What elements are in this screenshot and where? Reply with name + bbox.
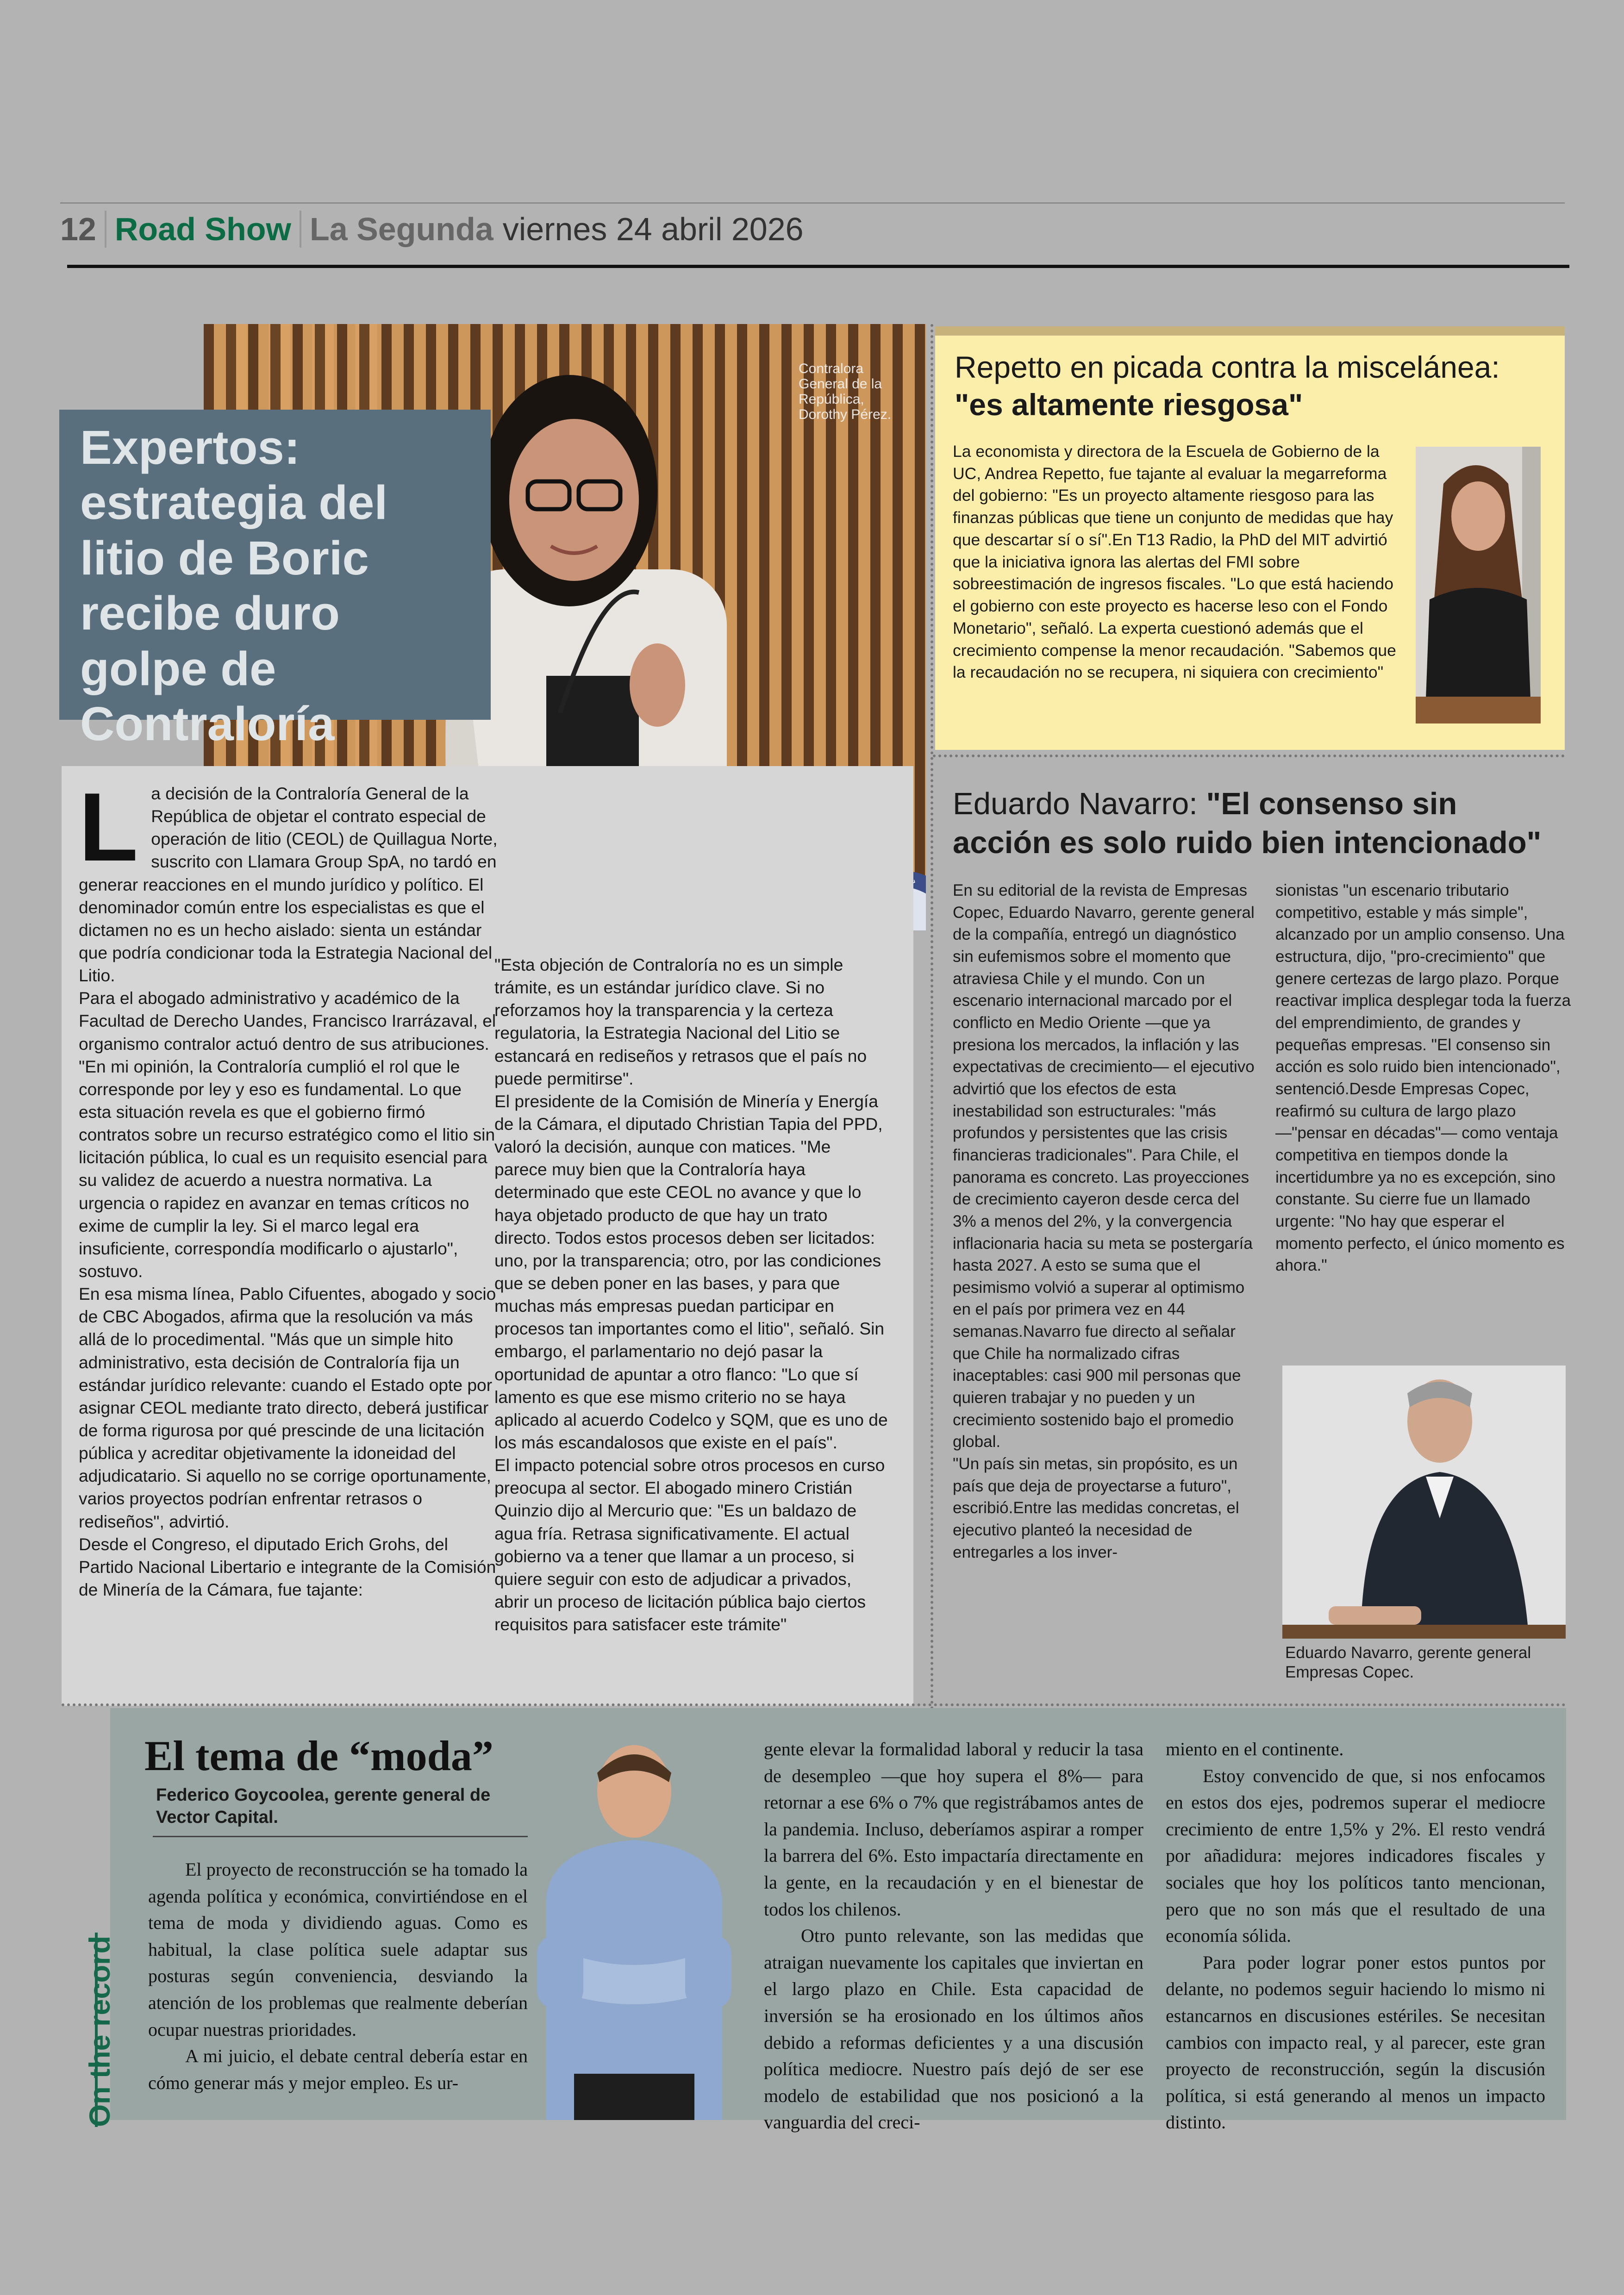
navarro-column-1 xyxy=(953,879,1258,1563)
header-top-rule xyxy=(60,202,1565,204)
comptroller-photo-caption: Contralora General de la República, Dorothy Pérez. xyxy=(799,361,892,422)
header-bottom-rule xyxy=(67,265,1569,268)
opinion-author: Federico Goycoolea, gerente general de Vector Capital. xyxy=(156,1785,491,1827)
navarro-title xyxy=(953,785,1564,862)
horizontal-divider xyxy=(933,755,1565,757)
opinion-author-rule xyxy=(153,1836,528,1837)
paragraph: El proyecto de reconstrucción se ha tomado la agenda política y económica, convirtiéndose en el tema de moda y dividiendo aguas. Como es habitual, la clase política suele adaptar sus posturas según conveniencia, desviando la atención de los problemas que realmente deberían ocupar nuestras prioridades. xyxy=(148,1859,528,2040)
paragraph: "Un país sin metas, sin propósito, es un país que deja de proyectarse a futuro", escribió.Entre las medidas concretas, el ejecutivo planteó la necesidad de entregarles a los inver- xyxy=(953,1455,1239,1561)
navarro-figure xyxy=(1282,1366,1566,1639)
issue-date: viernes 24 abril 2026 xyxy=(502,211,804,247)
opinion-title: El tema de “moda” xyxy=(144,1732,493,1779)
repetto-title-quote: "es altamente riesgosa" xyxy=(955,387,1303,422)
newspaper-name: La Segunda xyxy=(309,211,493,247)
on-the-record-label: On the record xyxy=(84,1935,116,2127)
goycoolea-figure xyxy=(518,1731,750,2120)
paragraph: sionistas "un escenario tributario competitivo, estable y más simple", alcanzado por un amplio consenso. Una estructura, dijo, "pro-crecimiento" que genere certezas de largo plazo. Porque reactivar implica desplegar toda la fuerza del emprendimiento, de grandes y pequeñas empresas. "El consenso sin acción es solo ruido bien intencionado", sentenció.Desde Empresas Copec, reafirmó su cultura de largo plazo —"pensar en décadas"— como ventaja competitiva en tiempos donde la incertidumbre ya no es excepción, sino constante. Su cierre fue un llamado urgente: "No hay que esperar el momento perfecto, el único momento es ahora." xyxy=(1275,881,1571,1275)
header-separator xyxy=(105,211,106,248)
paragraph: Estoy convencido de que, si nos enfocamos en estos dos ejes, podremos superar el mediocre crecimiento de entre 1,5% y 2%. El resto vendrá por añadidura: mejores indicadores fiscales y sociales que hoy los políticos tanto mencionan, pero que no son más que el resultado de una economía sólida. xyxy=(1166,1765,1545,1946)
paragraph: En su editorial de la revista de Empresas Copec, Eduardo Navarro, gerente general de la compañía, entregó un diagnóstico sin eufemismos sobre el momento que atraviesa Chile y el mundo. Con un escenario internacional marcado por el conflicto en Medio Oriente —que ya presiona los mercados, la inflación y las expectativas de crecimiento— el ejecutivo advirtió que los efectos de esta inestabilidad son estructurales: "más profundos y persistentes que las crisis financieras tradicionales". Para Chile, el panorama es concreto. Las proyecciones de crecimiento cayeron desde cerca del 3% a menos del 2%, y la convergencia inflacionaria hacia su meta se postergaría hasta 2027. A esto se suma que el pesimismo volvió a superar al optimismo en el país por primera vez en 44 semanas.Navarro fue directo al señalar que Chile ha normalizado cifras inaceptables: casi 900 mil personas que quieren trabajar y no pueden y un crecimiento sostenido bajo el promedio global. xyxy=(953,881,1255,1451)
repetto-title xyxy=(955,349,1556,423)
paragraph: "Esta objeción de Contraloría no es un simple trámite, es un estándar jurídico clave. Si no reforzamos hoy la transparencia y la certeza regulatoria, la Estrategia Nacional del Litio se estancará en rediseños y retrasos que el país no puede permitirse". xyxy=(494,955,867,1088)
page-number: 12 xyxy=(60,211,96,247)
navarro-title-quote: "El consenso sin acción es solo ruido bien intencionado" xyxy=(953,786,1542,860)
paragraph: Para el abogado administrativo y académico de la Facultad de Derecho Uandes, Francisco Irarrázaval, el organismo contralor actuó dentro de sus atribuciones. "En mi opinión, la Contraloría cumplió el rol que le corresponde por ley y eso es fundamental. Lo que esta situación revela es que el gobierno firmó contratos sobre un recurso estratégico como el litio sin licitación pública, lo cual es un requisito esencial para su validez de acuerdo a nuestra normativa. La urgencia o rapidez en avanzar en temas críticos no exime de cumplir la ley. Si el marco legal era insuficiente, correspondía modificarlo o ajustarlo", sostuvo. xyxy=(79,988,496,1281)
paragraph: A mi juicio, el debate central debería estar en cómo generar más y mejor empleo. Es ur- xyxy=(148,2046,528,2093)
horizontal-divider xyxy=(62,1703,1566,1706)
repetto-text: La economista y directora de la Escuela de Gobierno de la UC, Andrea Repetto, fue tajante al evaluar la megarreforma del gobierno: "Es un proyecto altamente riesgoso para las finanzas públicas que tiene un conjunto de medidas que hay que descartar sí o sí".En T13 Radio, la PhD del MIT advirtió que la iniciativa ignora las alertas del FMI sobre sobreestimación de ingresos fiscales. "Lo que está haciendo el gobierno con este proyecto es hacerse leso con el Fondo Monetario", señaló. La experta cuestionó además que el crecimiento compense la menor recaudación. "Sabemos que la recaudación no se recupera, ni siquiera con crecimiento" xyxy=(953,442,1396,682)
paragraph: Desde el Congreso, el diputado Erich Grohs, del Partido Nacional Libertario e integrante de la Comisión de Minería de la Cámara, fue tajante: xyxy=(79,1534,496,1599)
paragraph: a decisión de la Contraloría General de la República de objetar el contrato especial de operación de litio (CEOL) de Quillagua Norte, suscrito con Llamara Group SpA, no tardó en generar reacciones en el mundo jurídico y político. El denominador común entre los especialistas es que el dictamen no es un hecho aislado: sienta un estándar que podría condicionar toda la Estrategia Nacional del Litio. xyxy=(79,784,498,985)
page-header xyxy=(60,208,804,250)
header-separator xyxy=(300,211,301,248)
navarro-title-plain: Eduardo Navarro: xyxy=(953,786,1198,821)
paragraph: En esa misma línea, Pablo Cifuentes, abogado y socio de CBC Abogados, afirma que la resolución va más allá de lo procedimental. "Más que un simple hito administrativo, esta decisión de Contraloría fija un estándar jurídico relevante: cuando el Estado opte por asignar CEOL mediante trato directo, deberá justificar de forma rigurosa por qué prescinde de una licitación pública y acreditar objetivamente la idoneidad del adjudicatario. Si aquello no se corrige oportunamente, varios proyectos podrían enfrentar retrasos o rediseños", advirtió. xyxy=(79,1284,496,1531)
vertical-divider xyxy=(931,324,933,1710)
opinion-column-1 xyxy=(148,1856,528,2096)
navarro-column-2 xyxy=(1275,879,1572,1277)
drop-cap: L xyxy=(79,773,138,881)
paragraph: Otro punto relevante, son las medidas que atraigan nuevamente los capitales que inviertan en el largo plazo en Chile. Esta capacidad de inversión se ha erosionado en los últimos años debido a reformas deficientes y a una discusión política mediocre. Nuestro país dejó de ser ese modelo de estabilidad que nos posicionó a la vanguardia del creci- xyxy=(764,1925,1143,2133)
main-article-column-2 xyxy=(494,954,888,1636)
goycoolea-photo xyxy=(518,1731,750,2120)
repetto-figure xyxy=(1416,447,1541,723)
opinion-column-3 xyxy=(1166,1736,1545,2136)
paragraph: El presidente de la Comisión de Minería y Energía de la Cámara, el diputado Christian Tapia del PPD, valoró la decisión, aunque con matices. "Me parece muy bien que la Contraloría haya determinado que este CEOL no avance y que lo haya objetado producto de que hay un trato directo. Todos estos procesos deben ser licitados: uno, por la transparencia; otro, por las condiciones que se deben poner en las bases, y para que muchas más empresas puedan participar en procesos tan importantes como el litio", señaló. Sin embargo, el parlamentario no dejó pasar la oportunidad de apuntar a otro flanco: "Lo que sí lamento es que ese mismo criterio no se haya aplicado al acuerdo Codelco y SQM, que es uno de los más escandalosos que existe en el país". xyxy=(494,1091,888,1452)
main-headline-box xyxy=(59,410,491,751)
main-headline: Expertos: estrategia del litio de Boric recibe duro golpe de Contraloría xyxy=(80,421,388,751)
repetto-title-plain: Repetto en picada contra la miscelánea: xyxy=(955,350,1500,384)
opinion-column-2 xyxy=(764,1736,1143,2136)
main-article-column-1 xyxy=(79,773,498,1601)
paragraph: Para poder lograr poner estos puntos por delante, no podemos seguir haciendo lo mismo ni estancarnos en discusiones estériles. Se necesitan cambios con impacto real, y al parecer, este gran proyecto de reconstrucción, según la discusión política, si está generando al menos un impacto distinto. xyxy=(1166,1952,1545,2133)
paragraph: gente elevar la formalidad laboral y reducir la tasa de desempleo —que hoy supera el 8%— para retornar a ese 6% o 7% que registrábamos antes de la pandemia. Incluso, deberíamos aspirar a romper la barrera del 6%. Esto impactaría directamente en la gente, en la recaudación y en el bienestar de todos los chilenos. xyxy=(764,1739,1143,1920)
repetto-photo xyxy=(1416,447,1541,723)
navarro-photo-caption: Eduardo Navarro, gerente general Empresas Copec. xyxy=(1285,1644,1531,1681)
navarro-photo xyxy=(1282,1366,1566,1639)
paragraph: El impacto potencial sobre otros procesos en curso preocupa al sector. El abogado minero Cristián Quinzio dijo al Mercurio que: "Es un baldazo de agua fría. Retrasa significativamente. El actual gobierno va a tener que llamar a un proceso, si quiere seguir con esto de adjudicar a privados, abrir un proceso de licitación pública bajo ciertos requisitos para satisfacer este trámite" xyxy=(494,1455,885,1634)
paragraph: miento en el continente. xyxy=(1166,1739,1344,1759)
section-name: Road Show xyxy=(114,211,291,247)
